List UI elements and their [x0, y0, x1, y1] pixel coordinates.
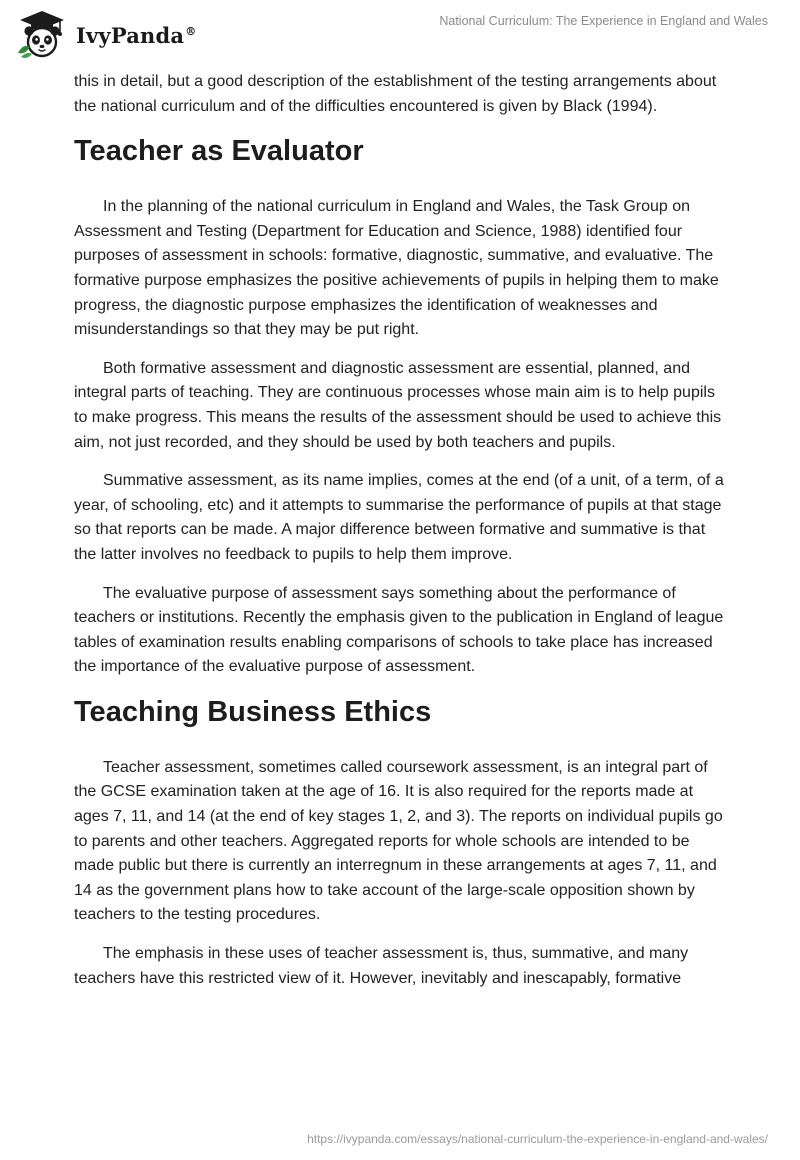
brand-name: IvyPanda®	[76, 22, 197, 48]
intro-paragraph: this in detail, but a good description of the establishment of the testing arrangements about the national curriculum and of the difficulties encountered is given by Black (1994).	[74, 73, 717, 115]
paragraph: Summative assessment, as its name implies, comes at the end (of a unit, of a term, of a year, of schooling, etc) and it attempts to summarise the performance of pupils at that stage so that reports can be made. A major difference between formative and summative is that the latter involves no feedback to pupils to help them improve.	[74, 472, 724, 563]
paragraph: Teacher assessment, sometimes called coursework assessment, is an integral part of the GCSE examination taken at the age of 16. It is also required for the reports made at ages 7, 11, and 14 (at the end of key stages 1, 2, and 3). The reports on individual pupils go to parents and other teachers. Aggregated reports for whole schools are intended to be made public but there is currently an interregnum in these arrangements at ages 7, 11, and 14 as the government plans how to take account of the large-scale opposition shown by teachers to the testing procedures.	[74, 758, 723, 924]
paragraph: In the planning of the national curriculum in England and Wales, the Task Group on Assessment and Testing (Department for Education and Science, 1988) identified four purposes of assessment in schools: formative, diagnostic, summative, and evaluative. The formative purpose emphasizes the positive achievements of pupils in helping them to make progress, the diagnostic purpose emphasizes the identification of weaknesses and misunderstandings so that they may be put right.	[74, 198, 719, 339]
source-url[interactable]: https://ivypanda.com/essays/national-curriculum-the-experience-in-england-and-wales/	[307, 1132, 768, 1146]
article-body	[74, 70, 724, 1005]
paragraph: Both formative assessment and diagnostic assessment are essential, planned, and integral parts of teaching. They are continuous processes whose main aim is to help pupils to make progress. This means the results of the assessment should be used to achieve this aim, not just recorded, and they should be used by both teachers and pupils.	[74, 359, 722, 451]
document-title: National Curriculum: The Experience in England and Wales	[439, 14, 768, 28]
page-header	[0, 0, 800, 70]
section-heading-teaching-business-ethics: Teaching Business Ethics	[74, 695, 432, 728]
panda-graduate-icon	[14, 9, 70, 59]
ivypanda-logo[interactable]	[14, 9, 196, 59]
section-heading-teacher-as-evaluator: Teacher as Evaluator	[74, 135, 364, 168]
paragraph: The evaluative purpose of assessment says something about the performance of teachers or institutions. Recently the emphasis given to the publication in England of league tables of examination results enabling comparisons of schools to take place has increased the importance of the evaluative purpose of assessment.	[74, 584, 724, 676]
registered-mark: ®	[185, 24, 197, 38]
paragraph: The emphasis in these uses of teacher assessment is, thus, summative, and many teachers have this restricted view of it. However, inevitably and inescapably, formative	[74, 945, 689, 987]
